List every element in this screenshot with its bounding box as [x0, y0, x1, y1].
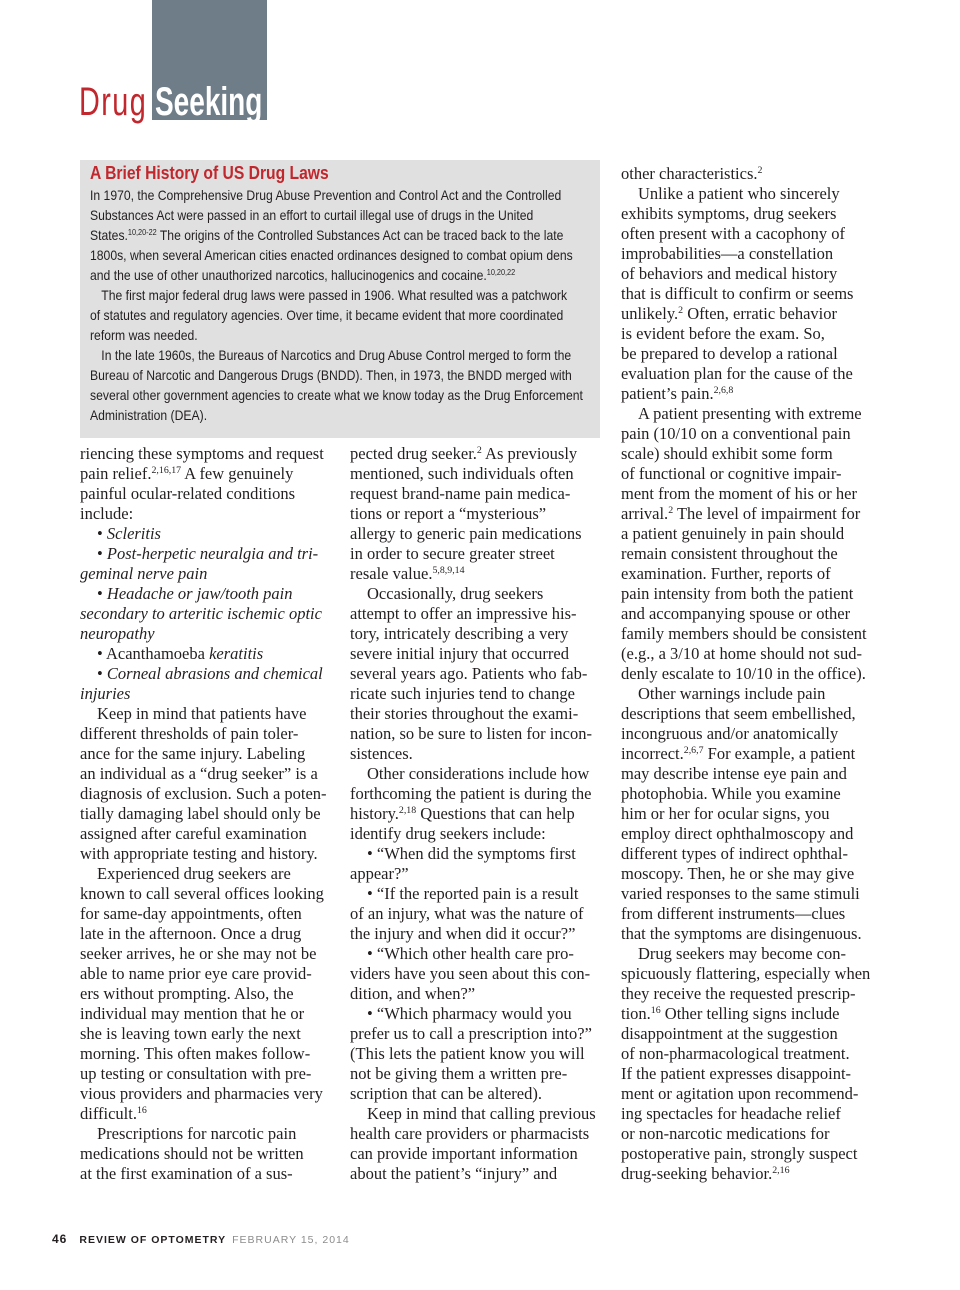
italic-text: Scleritis [106, 524, 161, 543]
text-line: ers without prompting. Also, the [80, 984, 294, 1003]
text-line: Substances Act were passed in an effort to curtail illegal use of drugs in the United [90, 207, 534, 223]
text-line: scription that can be altered). [350, 1084, 542, 1103]
text-line: of behaviors and medical history [621, 264, 838, 283]
text-line: ance for the same injury. Labeling [80, 744, 306, 763]
paragraph [90, 285, 600, 345]
text-line: include: [80, 504, 134, 523]
citation-superscript: 5,8,9,14 [432, 564, 465, 576]
page-number: 46 [52, 1232, 68, 1246]
body-column-2 [350, 444, 612, 1184]
text-line: him or her for ocular signs, you [621, 804, 830, 823]
paragraph [350, 1004, 612, 1104]
italic-text: Post-herpetic neuralgia and tri- [106, 544, 319, 563]
citation-superscript: 2,16,17 [151, 464, 182, 476]
publication-name: REVIEW OF OPTOMETRY [79, 1234, 227, 1246]
paragraph [80, 524, 342, 544]
text-line: varied responses to the same stimuli [621, 884, 860, 903]
text-line: ment from the moment of his or her [621, 484, 857, 503]
text-run: States. [90, 227, 128, 243]
text-line: In the late 1960s, the Bureaus of Narcotics and Drug Abuse Control merged to form the [101, 347, 572, 363]
text-run: resale value. [350, 564, 433, 583]
citation-superscript: 16 [136, 1104, 147, 1116]
text-line: spicuously flattering, especially when [621, 964, 871, 983]
paragraph [350, 444, 612, 584]
citation-superscript: 16 [650, 1004, 661, 1016]
text-line: at the first examination of a sus- [80, 1164, 293, 1183]
text-line [350, 804, 612, 824]
sidebar-body [90, 185, 600, 425]
sidebar-box [80, 160, 600, 438]
text-line: painful ocular-related conditions [80, 484, 296, 503]
text-line [80, 564, 342, 584]
text-line: diagnosis of exclusion. Such a poten- [80, 784, 327, 803]
text-line: Other warnings include pain [638, 684, 826, 703]
text-line: with appropriate testing and history. [80, 844, 318, 863]
text-line: up testing or consultation with pre- [80, 1064, 312, 1083]
text-line [350, 564, 612, 584]
paragraph [350, 844, 612, 884]
text-line: nation, so be sure to listen for incon- [350, 724, 592, 743]
text-line: of an injury, what was the nature of [350, 904, 584, 923]
text-line: vious providers and pharmacies very [80, 1084, 323, 1103]
text-line: that the symptoms are disingenuous. [621, 924, 862, 943]
text-line [350, 444, 612, 464]
paragraph [90, 345, 600, 425]
text-run: • [97, 544, 107, 563]
text-line: • “If the reported pain is a result [367, 884, 579, 903]
paragraph [350, 584, 612, 764]
text-line: severe initial injury that occurred [350, 644, 569, 663]
text-line: Other considerations include how [367, 764, 590, 783]
text-line: health care providers or pharmacists [350, 1124, 590, 1143]
text-line: morning. This often makes follow- [80, 1044, 311, 1063]
text-line: family members should be consistent [621, 624, 867, 643]
page-footer [52, 1231, 350, 1247]
text-line: allergy to generic pain medications [350, 524, 582, 543]
text-line: assigned after careful examination [80, 824, 307, 843]
citation-superscript: 2,6,8 [713, 384, 734, 396]
text-line: A patient presenting with extreme [638, 404, 862, 423]
text-line: reform was needed. [90, 327, 198, 343]
italic-text: secondary to arteritic ischemic optic [80, 604, 322, 623]
text-run: pected drug seeker. [350, 444, 477, 463]
text-run: other characteristics. [621, 164, 758, 183]
text-line: 1800s, when several American cities enacted ordinances designed to combat opium dens [90, 247, 573, 263]
text-line: postoperative pain, strongly suspect [621, 1144, 858, 1163]
text-run: history. [350, 804, 399, 823]
text-line [80, 1104, 342, 1124]
text-line: descriptions that seem embellished, [621, 704, 856, 723]
text-line: about the patient’s “injury” and [350, 1164, 558, 1183]
text-line [80, 604, 342, 624]
paragraph [80, 584, 342, 644]
text-run: The level of impairment for [673, 504, 861, 523]
text-line: prefer us to call a prescription into?” [350, 1024, 592, 1043]
italic-text: keratitis [209, 644, 264, 663]
text-line: an individual as a “drug seeker” is a [80, 764, 318, 783]
text-run: incorrect. [621, 744, 684, 763]
text-line [90, 225, 600, 245]
text-line: late in the afternoon. Once a drug [80, 924, 302, 943]
text-line: ing spectacles for headache relief [621, 1104, 841, 1123]
section-title-seeking: Seeking [155, 80, 263, 124]
paragraph [90, 185, 600, 285]
italic-text: Headache or jaw/tooth pain [106, 584, 293, 603]
text-run: • [97, 524, 107, 543]
text-line: • “Which other health care pro- [367, 944, 574, 963]
text-line: • “When did the symptoms first [367, 844, 576, 863]
paragraph [621, 684, 883, 944]
text-line: mentioned, such individuals often [350, 464, 574, 483]
text-line: often present with a cacophony of [621, 224, 846, 243]
text-line: Drug seekers may become con- [638, 944, 846, 963]
text-line [621, 384, 883, 404]
text-line: is evident before the exam. So, [621, 324, 825, 343]
italic-text: Corneal abrasions and chemical [106, 664, 323, 683]
text-line: seeker arrives, he or she may not be [80, 944, 317, 963]
citation-superscript: 2,18 [398, 804, 417, 816]
text-line: request brand-name pain medica- [350, 484, 571, 503]
text-line: be prepared to develop a rational [621, 344, 838, 363]
text-run: Questions that can help [416, 804, 575, 823]
text-line: several years ago. Patients who fab- [350, 664, 588, 683]
text-run: Often, erratic behavior [683, 304, 838, 323]
text-line: forthcoming the patient is during the [350, 784, 592, 803]
text-line: Administration (DEA). [90, 407, 208, 423]
text-line: pain intensity from both the patient [621, 584, 854, 603]
text-line: they receive the requested prescrip- [621, 984, 856, 1003]
text-line: different types of indirect ophthal- [621, 844, 848, 863]
text-run: The origins of the Controlled Substances Act can be traced back to the late [156, 227, 564, 243]
text-line: medications should not be written [80, 1144, 304, 1163]
text-line: (e.g., a 3/10 at home should not sud- [621, 644, 863, 663]
text-line: employ direct ophthalmoscopy and [621, 824, 854, 843]
text-line: of statutes and regulatory agencies. Over time, it became evident that more coordinated [90, 307, 564, 323]
text-line: in order to secure greater street [350, 544, 555, 563]
text-line: Keep in mind that calling previous [367, 1104, 596, 1123]
text-line [80, 624, 342, 644]
citation-superscript: 10,20-22 [127, 226, 157, 237]
text-line: not be giving them a written pre- [350, 1064, 568, 1083]
text-line: moscopy. Then, he or she may give [621, 864, 855, 883]
paragraph [621, 944, 883, 1184]
text-line [621, 164, 883, 184]
text-line: scale) should exhibit some form [621, 444, 833, 463]
text-line: photophobia. While you examine [621, 784, 841, 803]
paragraph [621, 404, 883, 684]
citation-superscript: 2 [678, 304, 684, 316]
text-run: and the use of other unauthorized narcotics, hallucinogenics and cocaine. [90, 267, 487, 283]
text-run: drug-seeking behavior. [621, 1164, 773, 1183]
italic-text: injuries [80, 684, 131, 703]
text-line: Unlike a patient who sincerely [638, 184, 840, 203]
text-run: Other telling signs include [660, 1004, 840, 1023]
text-line: identify drug seekers include: [350, 824, 546, 843]
text-line: denly escalate to 10/10 in the office). [621, 664, 866, 683]
text-line [621, 1164, 883, 1184]
text-line: The first major federal drug laws were passed in 1906. What resulted was a patchwork [101, 287, 568, 303]
text-line: pain (10/10 on a conventional pain [621, 424, 851, 443]
citation-superscript: 2 [757, 164, 763, 176]
text-line: individual may mention that he or [80, 1004, 305, 1023]
text-line: or non-narcotic medications for [621, 1124, 830, 1143]
text-line: remain consistent throughout the [621, 544, 838, 563]
text-run: • [97, 664, 107, 683]
italic-text: neuropathy [80, 624, 155, 643]
issue-date: FEBRUARY 15, 2014 [232, 1234, 350, 1246]
text-line: In 1970, the Comprehensive Drug Abuse Prevention and Control Act and the Controlled [90, 187, 562, 203]
text-run: difficult. [80, 1104, 137, 1123]
paragraph [80, 664, 342, 704]
text-line [80, 524, 342, 544]
text-line [621, 744, 883, 764]
text-line [80, 644, 342, 664]
text-line [80, 584, 342, 604]
text-line: known to call several offices looking [80, 884, 324, 903]
text-run: • Acanthamoeba [97, 644, 210, 663]
text-line [90, 265, 600, 285]
body-column-3 [621, 164, 883, 1184]
text-line: different thresholds of pain toler- [80, 724, 299, 743]
text-line: disappointment at the suggestion [621, 1024, 838, 1043]
text-line [621, 304, 883, 324]
text-line: can provide important information [350, 1144, 578, 1163]
text-line [80, 544, 342, 564]
text-line: improbabilities—a constellation [621, 244, 834, 263]
text-line: (This lets the patient know you will [350, 1044, 585, 1063]
text-line: of functional or cognitive impair- [621, 464, 842, 483]
text-line: Experienced drug seekers are [97, 864, 291, 883]
text-run: pain relief. [80, 464, 152, 483]
text-run: For example, a patient [703, 744, 856, 763]
text-line: riencing these symptoms and request [80, 444, 324, 463]
text-line: viders have you seen about this con- [350, 964, 591, 983]
paragraph [350, 764, 612, 844]
text-line: their stories throughout the exami- [350, 704, 579, 723]
paragraph [350, 1104, 612, 1184]
body-column-1 [80, 444, 342, 1184]
text-line [621, 1004, 883, 1024]
paragraph [80, 864, 342, 1124]
text-line: exhibits symptoms, drug seekers [621, 204, 837, 223]
text-line: attempt to offer an impressive his- [350, 604, 577, 623]
text-line: ment or agitation upon recommend- [621, 1084, 859, 1103]
text-line [80, 664, 342, 684]
text-line [621, 504, 883, 524]
paragraph [80, 544, 342, 584]
text-line: and accompanying spouse or other [621, 604, 851, 623]
section-title-drug: Drug [79, 80, 148, 124]
text-line: ricate such injuries tend to change [350, 684, 575, 703]
italic-text: geminal nerve pain [80, 564, 208, 583]
text-line: tions or report a “mysterious” [350, 504, 547, 523]
citation-superscript: 2 [668, 504, 674, 516]
citation-superscript: 10,20,22 [486, 266, 516, 277]
text-line: tory, intricately describing a very [350, 624, 569, 643]
text-line: dition, and when?” [350, 984, 476, 1003]
text-line: able to name prior eye care provid- [80, 964, 312, 983]
text-line: Prescriptions for narcotic pain [97, 1124, 297, 1143]
text-run: tion. [621, 1004, 651, 1023]
text-line [80, 464, 342, 484]
paragraph [621, 164, 883, 184]
paragraph [80, 704, 342, 864]
paragraph [80, 644, 342, 664]
text-line: appear?” [350, 864, 409, 883]
text-line: If the patient expresses disappoint- [621, 1064, 852, 1083]
text-run: unlikely. [621, 304, 679, 323]
paragraph [80, 1124, 342, 1184]
text-line: a patient genuinely in pain should [621, 524, 845, 543]
text-line: Occasionally, drug seekers [367, 584, 544, 603]
text-line: Keep in mind that patients have [97, 704, 307, 723]
citation-superscript: 2,16 [772, 1164, 790, 1176]
text-line: examination. Further, reports of [621, 564, 831, 583]
text-line: incongruous and/or anatomically [621, 724, 839, 743]
text-line: she is leaving town early the next [80, 1024, 301, 1043]
text-line: for same-day appointments, often [80, 904, 302, 923]
paragraph [80, 444, 342, 524]
text-line: tially damaging label should only be [80, 804, 321, 823]
paragraph [350, 884, 612, 944]
text-line: of non-pharmacological treatment. [621, 1044, 850, 1063]
text-line: Bureau of Narcotic and Dangerous Drugs (BNDD). Then, in 1973, the BNDD merged with [90, 367, 572, 383]
text-line: that is difficult to confirm or seems [621, 284, 854, 303]
text-run: As previously [481, 444, 578, 463]
sidebar-title: A Brief History of US Drug Laws [90, 163, 329, 183]
text-line [80, 684, 342, 704]
sidebar-content [90, 162, 600, 425]
paragraph [621, 184, 883, 404]
text-run: patient’s pain. [621, 384, 714, 403]
text-run: arrival. [621, 504, 669, 523]
text-line: several other government agencies to create what we know today as the Drug Enforcement [90, 387, 583, 403]
citation-superscript: 2 [476, 444, 482, 456]
text-run: • [97, 584, 107, 603]
text-line: may describe intense eye pain and [621, 764, 847, 783]
citation-superscript: 2,6,7 [683, 744, 704, 756]
text-line: • “Which pharmacy would you [367, 1004, 572, 1023]
text-line: sistences. [350, 744, 413, 763]
text-line: evaluation plan for the cause of the [621, 364, 853, 383]
text-line: from different instruments—clues [621, 904, 846, 923]
text-run: A few genuinely [181, 464, 294, 483]
paragraph [350, 944, 612, 1004]
text-line: the injury and when did it occur?” [350, 924, 576, 943]
